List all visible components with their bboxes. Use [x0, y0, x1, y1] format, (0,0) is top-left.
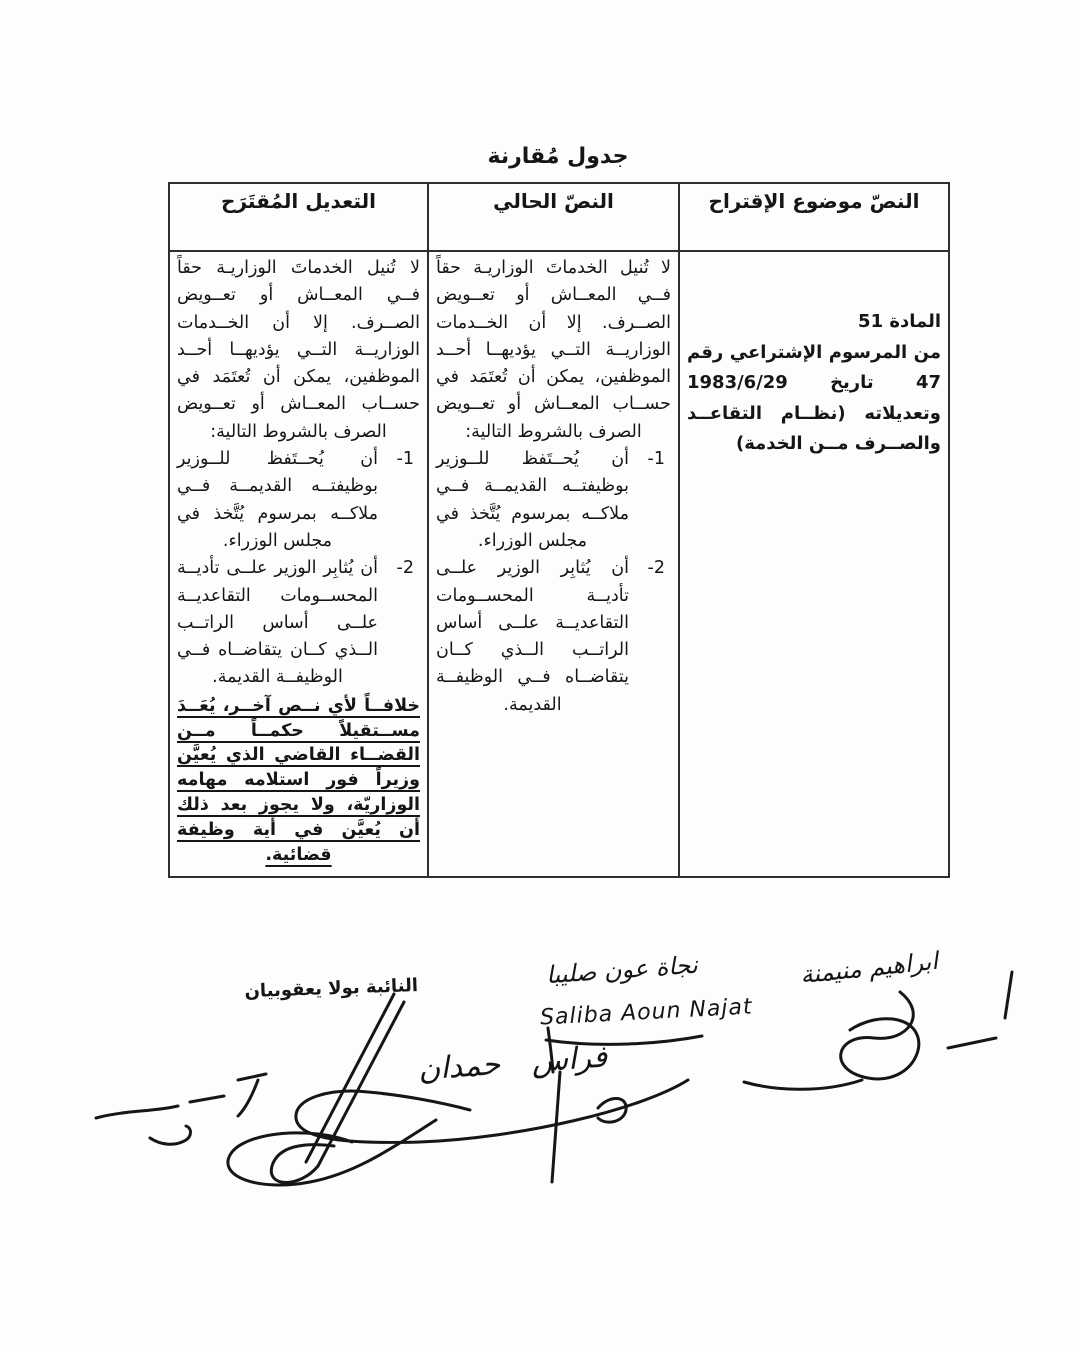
list-text: أن يُثابِر الوزير علــى تأديــة المحســومات التقاعديــة علــى أساس الراتــب الــذي كــان يتقاضــاه فــي الوظيفــة القديمة. — [436, 558, 629, 715]
amendment-item-2 — [177, 555, 420, 691]
list-marker: 1- — [647, 449, 665, 470]
header-current-text: النصّ الحالي — [428, 183, 679, 251]
current-text-intro: لا تُنيل الخدماتَ الوزاريـة حقاً فــي المعــاش أو تعــويض الصــرف. إلا أن الخــدمات الوزاريــة التــي يؤديهــا أحــد الموظفين، يمكن أن تُعتَمَد في حســاب المعــاش أو تعــويض الصرف بالشروط التالية: — [436, 258, 671, 442]
list-text: أن يُحــتَفظ للــوزير بوظيفتــه القديمــة فــي ملاكــه بمرسوم يُتَّخذ في مجلس الوزراء. — [177, 449, 378, 551]
handwritten-signature-strokes — [0, 930, 1080, 1350]
cell-proposed-amendment — [169, 251, 428, 877]
signature-name-najat-saliba-latin: Saliba Aoun Najat — [539, 994, 754, 1031]
signature-paula-stroke — [228, 1120, 436, 1185]
signature-ibrahim-stroke — [1005, 972, 1012, 1018]
list-marker: 2- — [647, 558, 665, 579]
signature-name-ibrahim-mneimneh: ابراهيم منيمنة — [798, 946, 940, 990]
amendment-item-1 — [177, 446, 420, 555]
signature-firas-stroke — [296, 1080, 688, 1142]
signature-firas-stroke — [552, 1072, 560, 1182]
signature-name-firas-hamdan: فراس حمدان — [417, 1039, 609, 1088]
signature-ibrahim-stroke — [744, 1080, 862, 1089]
comparison-table — [168, 182, 950, 878]
list-marker: 2- — [396, 558, 414, 579]
signature-ibrahim-stroke — [948, 1038, 996, 1048]
signature-paula-stroke — [238, 1074, 266, 1080]
current-text-item-1 — [436, 446, 671, 555]
signature-paula-stroke — [238, 1080, 258, 1116]
current-text-item-2 — [436, 555, 671, 719]
signature-paula-stroke — [150, 1126, 191, 1144]
signature-ibrahim-stroke — [841, 992, 919, 1079]
document-title: جدول مُقارنة — [487, 144, 629, 169]
list-text: أن يُثابِر الوزير علــى تأديــة المحســومات التقاعديــة علــى أساس الراتــب الــذي كــان يتقاضــاه فــي الوظيفــة القديمة. — [177, 558, 378, 688]
article-number: المادة 51 — [858, 311, 941, 332]
decree-reference: من المرسوم الإشتراعي رقم 47 تاريخ 1983/6/29 وتعديلاته (نظــام التقاعــد والصــرف مــن الخدمة) — [687, 341, 941, 455]
signature-paula-stroke — [96, 1106, 178, 1118]
table-header-row — [169, 183, 949, 251]
signature-name-najat-saliba-arabic: نجاة عون صليبا — [545, 950, 699, 990]
list-marker: 1- — [396, 449, 414, 470]
header-proposal-subject: النصّ موضوع الإقتراح — [679, 183, 949, 251]
proposal-subject-block — [687, 255, 941, 460]
signatures-area — [0, 930, 1080, 1350]
table-body-row — [169, 251, 949, 877]
amendment-added-clause: خلافــاً لأي نــص آخــر، يُعَــدَ مســتقيلاً حكمــاً مــن القضــاء القاضي الذي يُعيَّن وزيراً فور استلامه مهامه الوزاريّة، ولا يجوز بعد ذلك أن يُعيَّن في أية وظيفة قضائية. — [177, 695, 420, 865]
signature-paula-stroke — [190, 1096, 224, 1102]
header-proposed-amendment: التعديل المُقتَرَح — [169, 183, 428, 251]
cell-proposal-subject — [679, 251, 949, 877]
amendment-intro: لا تُنيل الخدماتَ الوزاريـة حقاً فــي المعــاش أو تعــويض الصــرف. إلا أن الخــدمات الوزاريــة التــي يؤديهــا أحــد الموظفين، يمكن أن تُعتَمَد في حســاب المعــاش أو تعــويض الصرف بالشروط التالية: — [177, 258, 420, 442]
list-text: أن يُحــتَفظ للــوزير بوظيفتــه القديمــة فــي ملاكــه بمرسوم يُتَّخذ في مجلس الوزراء. — [436, 449, 629, 551]
signature-label-paula-yacoubian: النائبة بولا يعقوبيان — [244, 975, 419, 1003]
cell-current-text — [428, 251, 679, 877]
